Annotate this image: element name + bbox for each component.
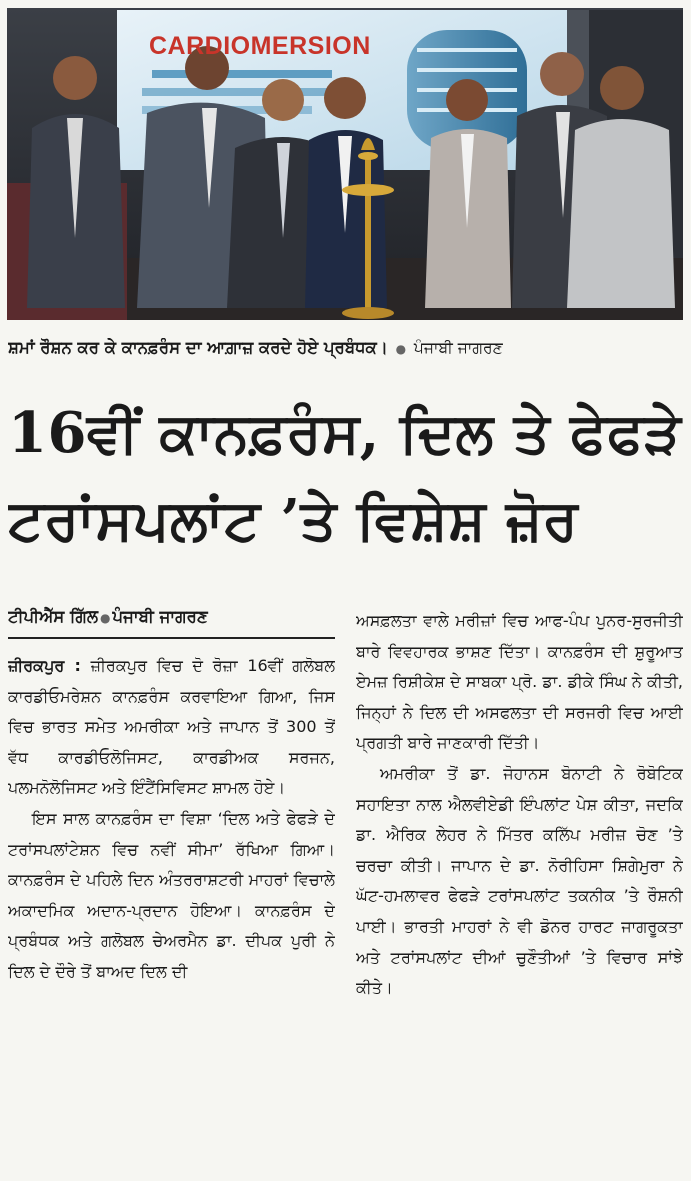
paragraph-2: ਇਸ ਸਾਲ ਕਾਨਫ਼ਰੰਸ ਦਾ ਵਿਸ਼ਾ ‘ਦਿਲ ਅਤੇ ਫੇਫੜੇ ਦੇ ਟਰਾਂਸਪਲਾਂਟੇਸ਼ਨ ਵਿਚ ਨਵੀਂ ਸੀਮਾ’ ਰੱਖਿਆ ਗਿਆ। ਕਾਨਫ਼ਰੰਸ ਦੇ ਪਹਿਲੇ ਦਿਨ ਅੰਤਰਰਾਸ਼ਟਰੀ ਮਾਹਰਾਂ ਵਿਚਾਲੇ ਅਕਾਦਮਿਕ ਅਦਾਨ-ਪ੍ਰਦਾਨ ਹੋਇਆ। ਕਾਨਫ਼ਰੰਸ ਦੇ ਪ੍ਰਬੰਧਕ ਅਤੇ ਗਲੋਬਲ ਚੇਅਰਮੈਨ ਡਾ. ਦੀਪਕ ਪੁਰੀ ਨੇ ਦਿਲ ਦੇ ਦੌਰੇ ਤੋਂ ਬਾਅਦ ਦਿਲ ਦੀ bbox=[8, 808, 335, 981]
article-column-left bbox=[8, 604, 335, 1174]
paragraph-1-text: ਜ਼ੀਰਕਪੁਰ ਵਿਚ ਦੋ ਰੋਜ਼ਾ 16ਵੀਂ ਗਲੋਬਲ ਕਾਰਡੀਓਮਰੇਸ਼ਨ ਕਾਨਫ਼ਰੰਸ ਕਰਵਾਇਆ ਗਿਆ, ਜਿਸ ਵਿਚ ਭਾਰਤ ਸਮੇਤ ਅਮਰੀਕਾ ਅਤੇ ਜਾਪਾਨ ਤੋਂ 300 ਤੋਂ ਵੱਧ ਕਾਰਡੀਓਲੋਜਿਸਟ, ਕਾਰਡੀਅਕ ਸਰਜਨ, ਪਲਮਨੋਲੋਜਿਸਟ ਅਤੇ ਇੰਟੈਂਸਿਵਿਸਟ ਸ਼ਾਮਲ ਹੋਏ। bbox=[8, 656, 335, 798]
bullet-icon: ● bbox=[395, 342, 407, 356]
article-column-right bbox=[356, 606, 683, 1176]
paragraph-1 bbox=[8, 651, 335, 804]
byline bbox=[8, 604, 335, 639]
bullet-icon: ● bbox=[99, 611, 111, 625]
caption-text: ਸ਼ਮਾਂ ਰੌਸ਼ਨ ਕਰ ਕੇ ਕਾਨਫ਼ਰੰਸ ਦਾ ਆਗ਼ਾਜ਼ ਕਰਦੇ ਹੋਏ ਪ੍ਰਬੰਧਕ। bbox=[8, 338, 388, 357]
photo-caption bbox=[8, 338, 684, 368]
paragraph-3: ਅਸਫ਼ਲਤਾ ਵਾਲੇ ਮਰੀਜ਼ਾਂ ਵਿਚ ਆਫ-ਪੰਪ ਪੁਨਰ-ਸੁਰਜੀਤੀ ਬਾਰੇ ਵਿਵਹਾਰਕ ਭਾਸ਼ਣ ਦਿੱਤਾ। ਕਾਨਫ਼ਰੰਸ ਦੀ ਸ਼ੁਰੂਆਤ ਏਮਜ਼ ਰਿਸ਼ੀਕੇਸ਼ ਦੇ ਸਾਬਕਾ ਪ੍ਰੋ. ਡਾ. ਡੀਕੇ ਸਿੰਘ ਨੇ ਕੀਤੀ, ਜਿਨ੍ਹਾਂ ਨੇ ਦਿਲ ਦੀ ਅਸਫਲਤਾ ਦੀ ਸਰਜਰੀ ਵਿਚ ਆਈ ਪ੍ਰਗਤੀ ਬਾਰੇ ਜਾਣਕਾਰੀ ਦਿੱਤੀ। bbox=[356, 611, 683, 753]
event-photo bbox=[7, 8, 683, 320]
headline-line-2: ਟਰਾਂਸਪਲਾਂਟ ’ਤੇ ਵਿਸ਼ੇਸ਼ ਜ਼ੋਰ bbox=[8, 487, 579, 553]
caption-credit: ਪੰਜਾਬੀ ਜਾਗਰਣ bbox=[413, 339, 503, 357]
dateline: ਜ਼ੀਰਕਪੁਰ : bbox=[8, 656, 81, 675]
byline-publication: ਪੰਜਾਬੀ ਜਾਗਰਣ bbox=[112, 607, 208, 626]
paragraph-4: ਅਮਰੀਕਾ ਤੋਂ ਡਾ. ਜੋਹਾਨਸ ਬੋਨਾਟੀ ਨੇ ਰੋਬੋਟਿਕ ਸਹਾਇਤਾ ਨਾਲ ਐਲਵੀਏਡੀ ਇੰਪਲਾਂਟ ਪੇਸ਼ ਕੀਤਾ, ਜਦਕਿ ਡਾ. ਐਰਿਕ ਲੇਹਰ ਨੇ ਮਿੱਤਰ ਕਲਿੱਪ ਮਰੀਜ਼ ਚੋਣ ’ਤੇ ਚਰਚਾ ਕੀਤੀ। ਜਾਪਾਨ ਦੇ ਡਾ. ਨੋਰੀਹਿਸਾ ਸ਼ਿਗੇਮੁਰਾ ਨੇ ਘੱਟ-ਹਮਲਾਵਰ ਫੇਫੜੇ ਟਰਾਂਸਪਲਾਂਟ ਤਕਨੀਕ ’ਤੇ ਰੌਸ਼ਨੀ ਪਾਈ। ਭਾਰਤੀ ਮਾਹਰਾਂ ਨੇ ਵੀ ਡੋਨਰ ਹਾਰਟ ਜਾਗਰੂਕਤਾ ਅਤੇ ਟਰਾਂਸਪਲਾਂਟ ਦੀਆਂ ਚੁਣੌਤੀਆਂ ’ਤੇ ਵਿਚਾਰ ਸਾਂਝੇ ਕੀਤੇ। bbox=[356, 763, 683, 998]
byline-author: ਟੀਪੀਐੱਸ ਗਿੱਲ bbox=[8, 607, 98, 626]
headline-line-1: 16ਵੀਂ ਕਾਨਫ਼ਰੰਸ, ਦਿਲ ਤੇ ਫੇਫੜੇ bbox=[8, 400, 682, 466]
banner-text: CARDIOMERSION bbox=[149, 32, 371, 60]
